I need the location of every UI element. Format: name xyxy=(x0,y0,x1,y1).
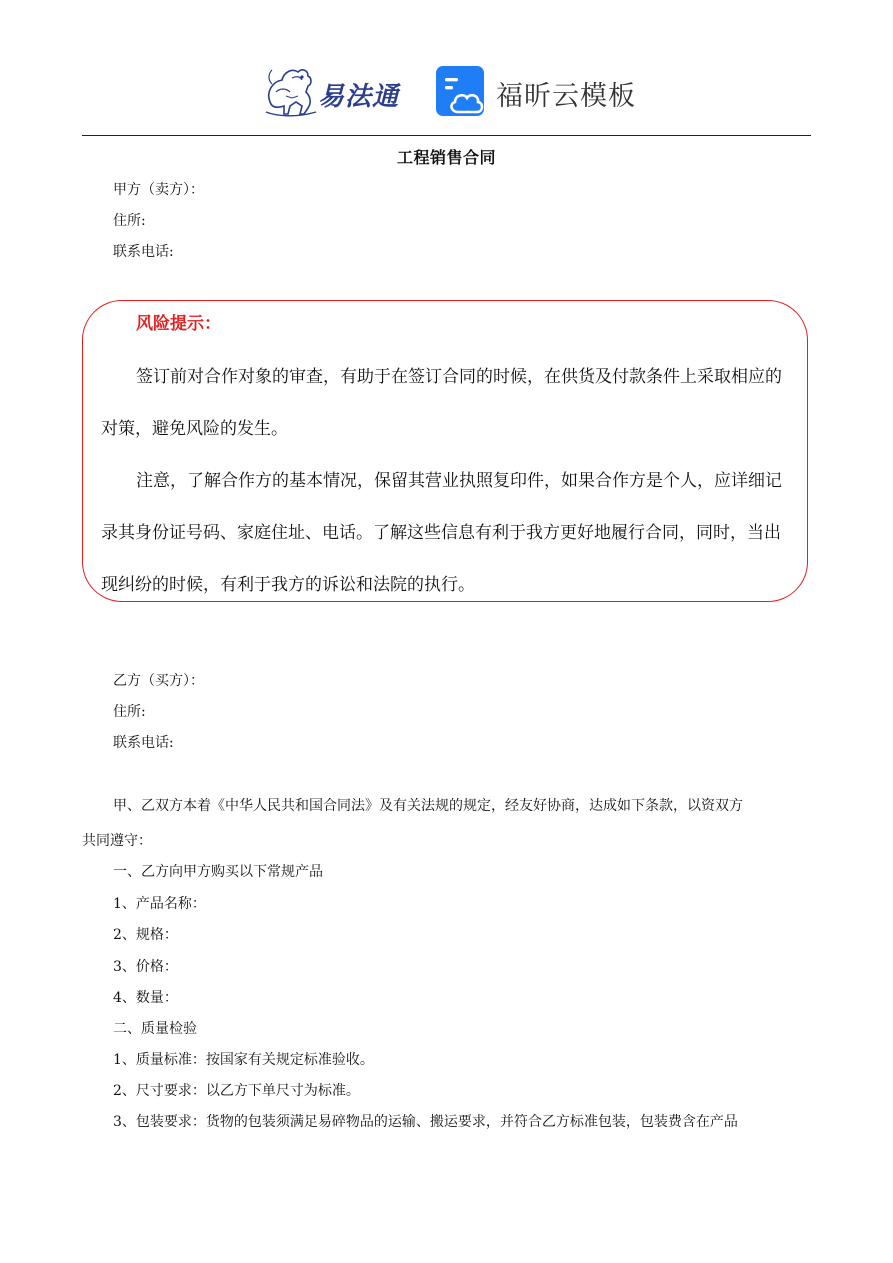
clause-section-2: 二、质量检验 xyxy=(113,1021,197,1037)
risk-notice-box xyxy=(82,300,808,602)
clause-price: 3、价格： xyxy=(113,959,178,975)
clause-section-1: 一、乙方向甲方购买以下常规产品 xyxy=(113,864,323,880)
party-b-label: 乙方（买方）： xyxy=(113,673,204,689)
clause-size-requirement: 2、尺寸要求：以乙方下单尺寸为标准。 xyxy=(113,1083,360,1099)
party-b-address: 住所: xyxy=(113,704,146,720)
risk-para1-line2: 对策，避免风险的发生。 xyxy=(101,419,288,439)
foxit-template-logo-text: 福昕云模板 xyxy=(496,81,636,112)
foxit-template-logo xyxy=(436,66,636,122)
page-header xyxy=(0,56,893,128)
party-a-address: 住所: xyxy=(113,213,146,229)
clause-packaging: 3、包装要求：货物的包装须满足易碎物品的运输、搬运要求，并符合乙方标准包装，包装费含在产品 xyxy=(113,1114,738,1130)
risk-notice-title: 风险提示： xyxy=(136,314,221,334)
document-title: 工程销售合同 xyxy=(396,148,496,167)
yifatong-logo xyxy=(262,62,417,120)
clause-spec: 2、规格： xyxy=(113,927,178,943)
intro-line2: 共同遵守： xyxy=(82,833,152,849)
risk-para1-line1: 签订前对合作对象的审查，有助于在签订合同的时候，在供货及付款条件上采取相应的 xyxy=(136,367,782,387)
risk-para2-line3: 现纠纷的时候，有利于我方的诉讼和法院的执行。 xyxy=(101,575,475,595)
cloud-doc-icon xyxy=(436,66,488,118)
risk-para2-line1: 注意，了解合作方的基本情况，保留其营业执照复印件，如果合作方是个人，应详细记 xyxy=(136,471,782,491)
party-a-label: 甲方（卖方）： xyxy=(113,182,204,198)
clause-quality-standard: 1、质量标准：按国家有关规定标准验收。 xyxy=(113,1052,374,1068)
qilin-icon xyxy=(262,62,322,120)
party-a-phone: 联系电话: xyxy=(113,244,174,260)
header-divider xyxy=(82,135,811,136)
yifatong-logo-text: 易法通 xyxy=(318,82,400,112)
clause-quantity: 4、数量： xyxy=(113,990,178,1006)
clause-product-name: 1、产品名称： xyxy=(113,896,206,912)
risk-para2-line2: 录其身份证号码、家庭住址、电话。了解这些信息有利于我方更好地履行合同，同时，当出 xyxy=(101,523,781,543)
intro-line1: 甲、乙双方本着《中华人民共和国合同法》及有关法规的规定，经友好协商，达成如下条款，以资双方 xyxy=(113,798,743,814)
party-b-phone: 联系电话: xyxy=(113,735,174,751)
